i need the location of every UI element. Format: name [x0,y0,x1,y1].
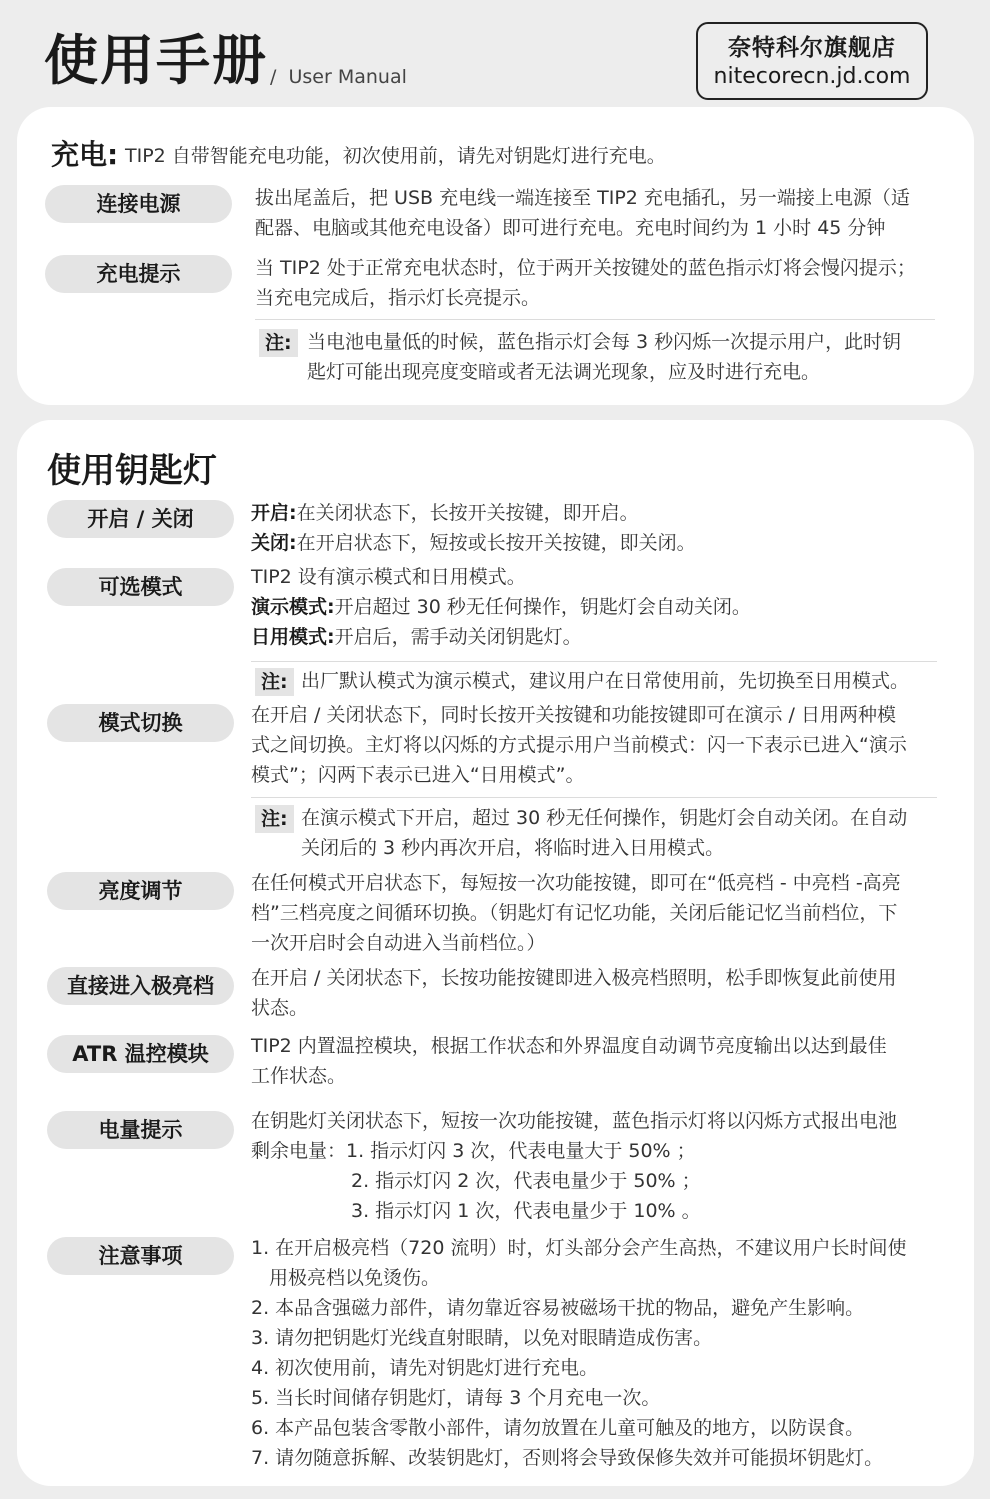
text-line: 模式”；闪两下表示已进入“日用模式”。 [251,764,585,786]
charging-indicator-text [255,253,916,313]
term-on: 开启: [251,502,297,524]
charging-intro: TIP2 自带智能充电功能，初次使用前，请先对钥匙灯进行充电。 [125,145,666,167]
text-line: 在开启 / 关闭状态下，长按功能按键即进入极亮档照明，松手即恢复此前使用 [251,967,897,989]
text-line: 关闭后的 3 秒内再次开启，将临时进入日用模式。 [301,837,725,859]
text-line: 当 TIP2 处于正常充电状态时，位于两开关按键处的蓝色指示灯将会慢闪提示； [255,257,916,279]
text-line: 匙灯可能出现亮度变暗或者无法调光现象，应及时进行充电。 [307,361,821,383]
label-turbo: 直接进入极亮档 [47,967,234,1005]
text-line: 在演示模式下开启，超过 30 秒无任何操作，钥匙灯会自动关闭。在自动 [301,807,908,829]
modes-text [251,562,751,652]
on-off-text [251,498,696,558]
note-badge: 注: [255,668,294,696]
battery-text [251,1106,897,1226]
term-demo-mode: 演示模式: [251,596,335,618]
text-line: 2. 指示灯闪 2 次，代表电量少于 50% ； [351,1170,701,1192]
subtitle-text: User Manual [288,66,407,88]
text-line: 状态。 [251,997,309,1019]
term-off: 关闭: [251,532,297,554]
text-line: 式之间切换。主灯将以闪烁的方式提示用户当前模式：闪一下表示已进入“演示 [251,734,907,756]
mode-switch-text [251,700,907,790]
list-item: 7. 请勿随意拆解、改装钥匙灯，否则将会导致保修失效并可能损坏钥匙灯。 [251,1447,884,1469]
turbo-text [251,963,896,1023]
text-line: 当充电完成后，指示灯长亮提示。 [255,287,541,309]
usage-heading: 使用钥匙灯 [47,451,217,491]
list-item-continuation: 用极亮档以免烫伤。 [269,1267,441,1289]
demo-mode-text: 开启超过 30 秒无任何操作，钥匙灯会自动关闭。 [334,596,751,618]
list-item: 2. 本品含强磁力部件，请勿靠近容易被磁场干扰的物品，避免产生影响。 [251,1297,865,1319]
text-line: 档”三档亮度之间循环切换。（钥匙灯有记忆功能，关闭后能记忆当前档位，下 [251,902,898,924]
label-atr: ATR 温控模块 [47,1035,234,1073]
page-subtitle [270,64,407,90]
note-divider [251,797,937,798]
text-line [251,592,751,622]
label-connect-power: 连接电源 [45,185,232,223]
label-cautions: 注意事项 [47,1237,234,1275]
note-divider [251,661,937,662]
atr-text [251,1031,887,1091]
brightness-text [251,868,901,958]
text-line: 拔出尾盖后，把 USB 充电线一端连接至 TIP2 充电插孔，另一端接上电源（适 [255,187,910,209]
text-line: 当电池电量低的时候，蓝色指示灯会每 3 秒闪烁一次提示用户，此时钥 [307,331,902,353]
text-line: 工作状态。 [251,1065,347,1087]
cautions-list [251,1233,906,1473]
term-daily-mode: 日用模式: [251,626,335,648]
text-line [251,498,696,528]
list-item: 5. 当长时间储存钥匙灯，请每 3 个月充电一次。 [251,1387,661,1409]
text-line: 在钥匙灯关闭状态下，短按一次功能按键，蓝色指示灯将以闪烁方式报出电池 [251,1110,898,1132]
text-line: 剩余电量：1. 指示灯闪 3 次，代表电量大于 50% ； [251,1140,696,1162]
text-line: 在开启 / 关闭状态下，同时长按开关按键和功能按键即可在演示 / 日用两种模 [251,704,896,726]
connect-power-text [255,183,910,243]
text-line [251,622,751,652]
text-line [251,528,696,558]
note-badge: 注: [259,329,298,357]
list-item: 4. 初次使用前，请先对钥匙灯进行充电。 [251,1357,599,1379]
label-mode-switch: 模式切换 [47,704,234,742]
text-line: TIP2 内置温控模块，根据工作状态和外界温度自动调节亮度输出以达到最佳 [251,1035,887,1057]
label-modes: 可选模式 [47,568,234,606]
list-item: 6. 本产品包装含零散小部件，请勿放置在儿童可触及的地方，以防误食。 [251,1417,865,1439]
daily-mode-text: 开启后，需手动关闭钥匙灯。 [334,626,582,648]
list-item: 3. 请勿把钥匙灯光线直射眼睛，以免对眼睛造成伤害。 [251,1327,713,1349]
list-item: 1. 在开启极亮档（720 流明）时，灯头部分会产生高热，不建议用户长时间使 [251,1237,907,1259]
charging-note-text [307,327,901,387]
on-text: 在关闭状态下，长按开关按键，即开启。 [296,502,639,524]
usage-section [17,420,974,1486]
modes-note-text: 出厂默认模式为演示模式，建议用户在日常使用前，先切换至日用模式。 [301,670,910,692]
title-separator: / [270,66,277,88]
text-line: 一次开启时会自动进入当前档位。） [251,932,546,954]
off-text: 在开启状态下，短按或长按开关按键，即关闭。 [296,532,696,554]
charging-section [17,107,974,405]
text-line: TIP2 设有演示模式和日用模式。 [251,566,526,588]
label-brightness: 亮度调节 [47,872,234,910]
page-title: 使用手册 [44,29,268,92]
label-on-off: 开启 / 关闭 [47,500,234,538]
text-line: 配器、电脑或其他充电设备）即可进行充电。充电时间约为 1 小时 45 分钟 [255,217,886,239]
mode-switch-note-text [301,803,907,863]
shop-name: 奈特科尔旗舰店 [728,35,896,61]
charging-heading: 充电: [51,138,119,171]
label-charging-indicator: 充电提示 [45,255,232,293]
text-line: 在任何模式开启状态下，每短按一次功能按键，即可在“低亮档 - 中亮档 -高亮 [251,872,901,894]
text-line: 3. 指示灯闪 1 次，代表电量少于 10% 。 [351,1200,701,1222]
note-divider [255,319,935,320]
shop-badge [696,22,928,100]
label-battery: 电量提示 [47,1111,234,1149]
shop-url: nitecorecn.jd.com [713,64,911,89]
note-badge: 注: [255,805,294,833]
page-header [0,0,990,110]
